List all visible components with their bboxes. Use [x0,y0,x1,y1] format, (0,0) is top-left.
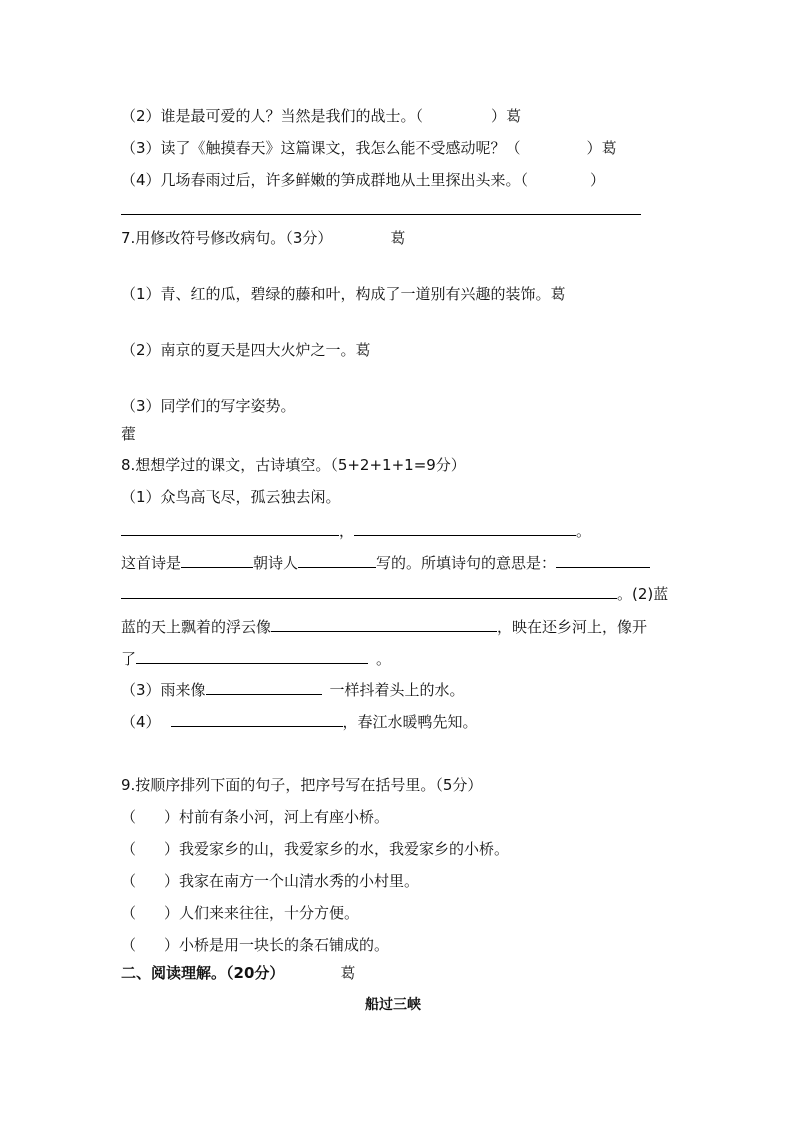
answer-blank[interactable] [121,584,617,599]
q6-item-4: （4）几场春雨过后，许多鲜嫩的笋成群地从土里探出头来。（ ） [121,171,606,189]
q8-fill-line-1: ， 。 [121,521,591,541]
answer-blank[interactable] [206,680,322,695]
answer-blank[interactable] [556,553,650,568]
mark-glyph: 葛 [506,107,522,125]
q8-item-1: （1）众鸟高飞尽，孤云独去闲。 [121,488,341,506]
mark-glyph: 葛 [390,229,406,247]
q6-item-3: （3）读了《触摸春天》这篇课文，我怎么能不受感动呢？（ ）葛 [121,139,617,157]
answer-blank[interactable] [354,521,576,536]
q7-title: 7.用修改符号修改病句。（3分） 葛 [121,229,406,247]
section-2-title: 二、阅读理解。（20分） 葛 [121,964,356,982]
q7-item-1: （1）青、红的瓜，碧绿的藤和叶，构成了一道别有兴趣的装饰。葛 [121,285,566,303]
q7-item-3: （3）同学们的写字姿势。 [121,397,296,415]
mark-glyph: 藿 [121,425,137,443]
q9-item: （ ）人们来来往往，十分方便。 [121,904,360,922]
mark-glyph: 葛 [601,139,617,157]
answer-blank[interactable] [136,649,368,664]
mark-glyph: 葛 [340,964,356,982]
q8-meaning-line: 。(2)蓝 [121,584,668,604]
q9-item: （ ）小桥是用一块长的条石铺成的。 [121,936,390,954]
q9-item: （ ）我家在南方一个山清水秀的小村里。 [121,872,420,890]
q8-item-2: 蓝的天上飘着的浮云像 ，映在还乡河上，像开 [121,618,648,636]
q8-item-2-cont: 了 。 [121,650,392,668]
q8-poet-line: 这首诗是 朝诗人 写的。所填诗句的意思是： [121,553,650,573]
q8-item-4: （4） ，春江水暖鸭先知。 [121,713,478,731]
answer-blank[interactable] [121,521,339,536]
q9-item: （ ）村前有条小河，河上有座小桥。 [121,808,390,826]
q9-title: 9.按顺序排列下面的句子，把序号写在括号里。（5分） [121,776,483,794]
answer-blank[interactable] [271,617,497,632]
mark-glyph: 葛 [550,285,566,303]
q7-item-2: （2）南京的夏天是四大火炉之一。葛 [121,341,371,359]
mark-glyph: 葛 [355,341,371,359]
q8-item-3: （3）雨来像 一样抖着头上的水。 [121,681,465,699]
q8-title: 8.想想学过的课文，古诗填空。（5+2+1+1=9分） [121,456,466,474]
answer-blank[interactable] [181,553,253,568]
answer-blank[interactable] [171,712,343,727]
answer-blank[interactable] [298,553,376,568]
q6-item-2: （2）谁是最可爱的人？当然是我们的战士。（ ）葛 [121,107,522,125]
passage-title: 船过三峡 [365,997,421,1013]
q9-item: （ ）我爱家乡的山，我爱家乡的水，我爱家乡的小桥。 [121,840,510,858]
answer-line [121,214,641,215]
